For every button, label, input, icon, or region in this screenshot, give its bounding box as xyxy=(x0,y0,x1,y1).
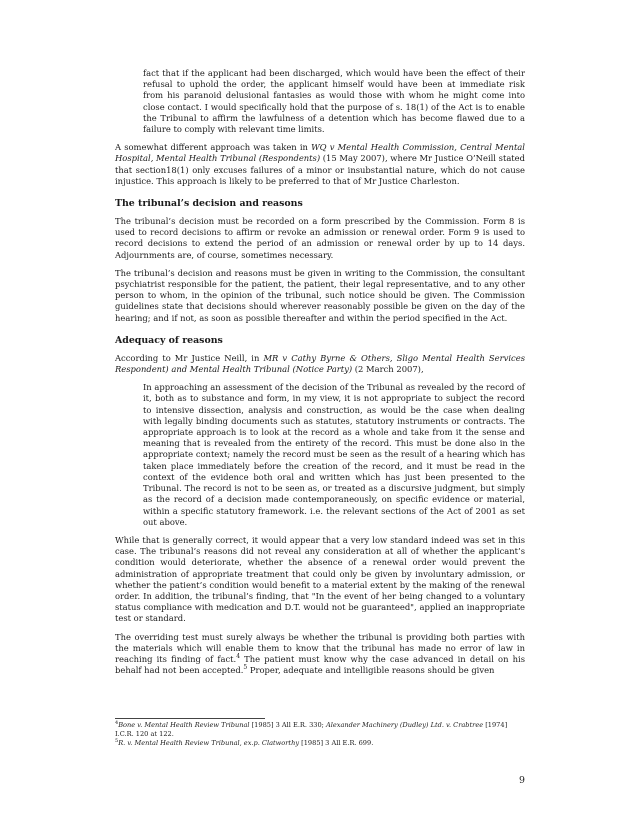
footnote-number: 4 xyxy=(115,719,119,726)
footnote-ref-4[interactable]: 4 xyxy=(236,653,241,661)
paragraph-text: The overriding test must surely always be whether the tribunal is providing both parties with the materials which will enable them to know that the tribunal has made no error of law in reaching its finding of fact. xyxy=(115,631,525,664)
footnote-citation: Alexander Machinery (Dudley) Ltd. v. Crabtree xyxy=(325,721,484,729)
footnote-text: [1985] 3 All E.R. 330; xyxy=(249,721,326,729)
footnote-text: [1985] 3 All E.R. 699. xyxy=(299,739,374,747)
paragraph-text: A somewhat different approach was taken in xyxy=(115,142,312,153)
footnote-citation: Bone v. Mental Health Review Tribunal xyxy=(118,721,250,729)
section-heading-adequacy: Adequacy of reasons xyxy=(115,334,223,346)
paragraph-written-decision: The tribunal’s decision and reasons must be given in writing to the Commission, the consultant psychiatrist responsible for the patient, the patient, their legal representative, and to any other person to whom, in the opinion of the tribunal, such notice should be given. The Commission guidelines state that decisions should wherever reasonably possible be given on the day of the hearing; and if not, as soon as possible thereafter and within the period specified in the Act. xyxy=(115,267,525,323)
page-body xyxy=(115,68,525,676)
paragraph-text: According to Mr Justice Neill, in xyxy=(115,352,264,363)
paragraph-overriding-test xyxy=(115,632,525,677)
section-heading-decision: The tribunal’s decision and reasons xyxy=(115,198,303,210)
page-number: 9 xyxy=(519,775,525,786)
footnote-number: 5 xyxy=(115,737,119,744)
block-quote-neill: In approaching an assessment of the decision of the Tribunal as revealed by the record of it, both as to substance and form, in my view, it is not appropriate to subject the record to intensive dissection, analysis and construction, as would be the case when dealing with legally binding documents such as statutes, statutory instruments or contracts. The appropriate approach is to look at the record as a whole and take from it the sense and meaning that is revealed from the entirety of the record. This must be done also in the appropriate context; namely the record must be seen as the result of a hearing which has taken place immediately before the creation of the record, and it must be read in the context of the evidence both oral and written which has just been presented to the Tribunal. The record is not to be seen as, or treated as a discursive judgment, but simply as the record of a decision made contemporaneously, on specific evidence or material, within a specific statutory framework. i.e. the relevant sections of the Act of 2001 as set out above. xyxy=(143,382,525,527)
footnote-4 xyxy=(115,721,525,739)
paragraph-forms: The tribunal’s decision must be recorded on a form prescribed by the Commission. Form 8 is used to record decisions to affirm or revoke an admission or renewal order. Form 9 is used to record decisions to extend the period of an admission or renewal order by up to 14 days. Adjournments are, of course, sometimes necessary. xyxy=(115,216,525,260)
footnotes xyxy=(115,721,525,748)
paragraph-low-standard: While that is generally correct, it would appear that a very low standard indeed was set in this case. The tribunal’s reasons did not reveal any consideration at all of whether the applicant’s condition would deteriorate, whether the absence of a renewal order would prevent the administration of appropriate treatment that could only be given by involuntary admission, or whether the patient’s condition would benefit to a material extent by the making of the renewal order. In addition, the tribunal’s finding, that "In the event of her being changed to a voluntary status compliance with medication and D.T. would not be guaranteed", applied an inappropriate test or standard. xyxy=(115,534,525,624)
footnote-citation: R. v. Mental Health Review Tribunal, ex.p. Clatworthy xyxy=(118,739,300,747)
footnote-divider xyxy=(115,718,265,719)
paragraph-text: (15 May 2007), where Mr Justice O’Neill stated that section18(1) only excuses failures of a minor or insubstantial nature, which do not cause injustice. This approach is likely to be preferred to that of Mr Justice Charleston. xyxy=(115,153,525,186)
paragraph-text: The patient must know why the case advanced in detail on his behalf had not been accepted. xyxy=(115,653,525,676)
paragraph-neill xyxy=(115,353,525,375)
case-citation: MR v Cathy Byrne & Others, Sligo Mental Health Services Respondent) and Mental Health Tribunal (Notice Party) xyxy=(115,352,525,375)
paragraph-text: (2 March 2007), xyxy=(352,364,424,375)
paragraph-text: Proper, adequate and intelligible reasons should be given xyxy=(247,665,495,676)
paragraph-wq-case xyxy=(115,142,525,187)
footnote-text: [1974] I.C.R. 120 at 122. xyxy=(115,721,508,738)
footnote-ref-5[interactable]: 5 xyxy=(243,664,248,672)
case-citation: WQ v Mental Health Commission, Central Mental Hospital, Mental Health Tribunal (Respondents) xyxy=(115,142,525,164)
footnote-5 xyxy=(115,739,525,748)
block-quote-continued: fact that if the applicant had been discharged, which would have been the effect of their refusal to uphold the order, the applicant himself would have been at immediate risk from his paranoid delusional fantasies as would those with whom he might come into close contact. I would specifically hold that the purpose of s. 18(1) of the Act is to enable the Tribunal to affirm the lawfulness of a detention which has become flawed due to a failure to comply with relevant time limits. xyxy=(143,68,525,135)
